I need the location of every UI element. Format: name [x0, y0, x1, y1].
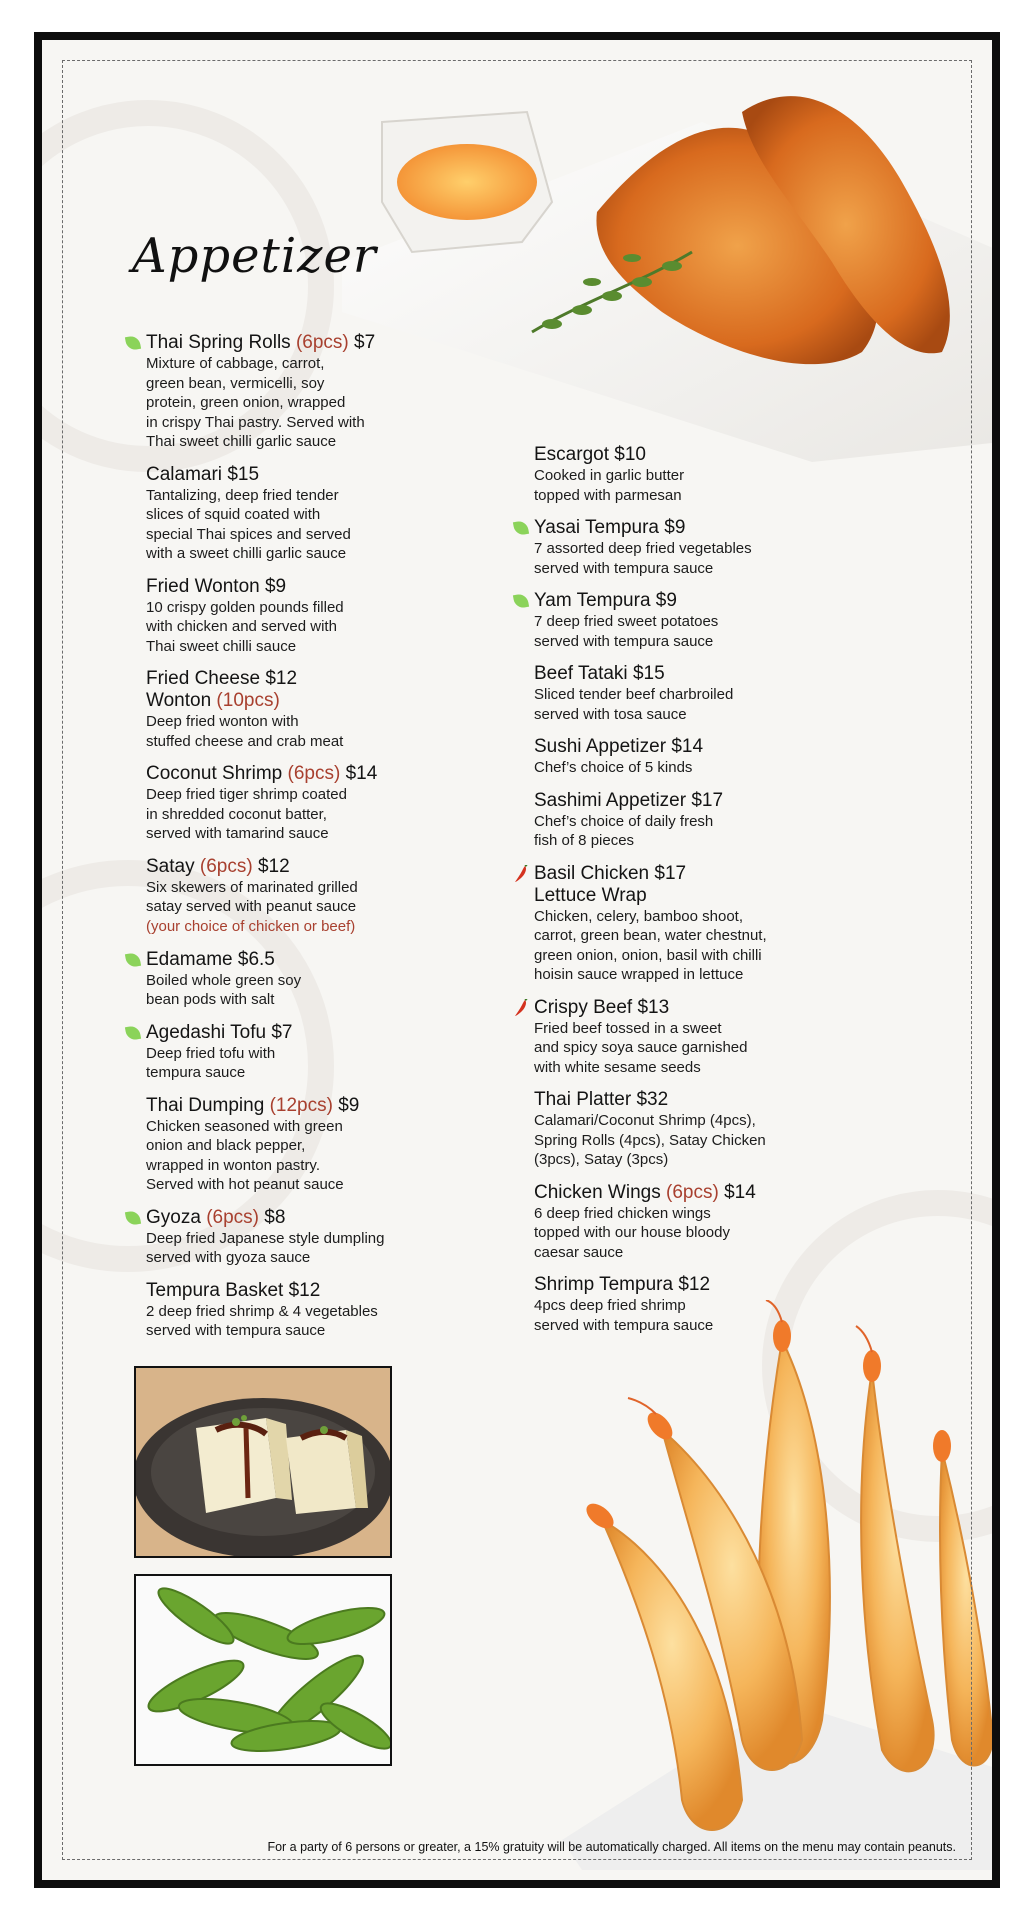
menu-title: Appetizer — [132, 228, 377, 284]
item-name: Edamame $6.5 — [146, 948, 275, 970]
menu-item — [534, 997, 844, 1078]
item-description: Chef’s choice of 5 kinds — [534, 759, 693, 776]
item-name: Yam Tempura $9 — [534, 590, 677, 611]
item-name: Agedashi Tofu $7 — [146, 1021, 293, 1043]
chili-pepper-icon — [514, 999, 528, 1017]
item-description: Fried beef tossed in a sweet and spicy soya sauce garnished with white sesame seeds — [534, 1019, 748, 1076]
item-description: 7 deep fried sweet potatoes served with tempura sauce — [534, 613, 719, 650]
leaf-icon — [513, 520, 529, 536]
menu-item — [534, 1182, 844, 1263]
footer-note: For a party of 6 persons or greater, a 15% gratuity will be automatically charged. All items on the menu may contain peanuts. — [267, 1840, 956, 1854]
menu-item — [534, 517, 844, 578]
item-description: Tantalizing, deep fried tender slices of squid coated with special Thai spices and served with a sweet chilli garlic sauce — [146, 486, 351, 562]
item-description: 7 assorted deep fried vegetables served with tempura sauce — [534, 540, 752, 577]
shrimp-tempura-photo — [542, 1300, 1000, 1870]
item-description: Chicken, celery, bamboo shoot, carrot, green bean, water chestnut, green onion, onion, basil with chilli hoisin sauce wrapped in lettuce — [534, 907, 767, 983]
item-name: Tempura Basket $12 — [146, 1279, 321, 1301]
item-description: Deep fried tofu with tempura sauce — [146, 1044, 276, 1081]
item-name: Sushi Appetizer $14 — [534, 736, 704, 757]
item-description: Chicken seasoned with green onion and black pepper, wrapped in wonton pastry. Served with hot peanut sauce — [146, 1117, 344, 1193]
edamame-photo — [134, 1574, 392, 1766]
menu-item — [534, 736, 844, 778]
menu-item — [146, 332, 446, 452]
item-name: Satay (6pcs) $12 — [146, 855, 290, 877]
item-description: Deep fried wonton with stuffed cheese and crab meat — [146, 713, 344, 750]
menu-item — [534, 790, 844, 851]
item-note: (your choice of chicken or beef) — [146, 917, 356, 935]
item-name: Coconut Shrimp (6pcs) $14 — [146, 763, 378, 784]
item-description: Deep fried Japanese style dumpling served with gyoza sauce — [146, 1229, 385, 1266]
item-name: Chicken Wings (6pcs) $14 — [534, 1181, 756, 1203]
item-description: 6 deep fried chicken wings topped with our house bloody caesar sauce — [534, 1204, 730, 1261]
item-description: Chef’s choice of daily fresh fish of 8 pieces — [534, 812, 714, 849]
item-name: Fried Cheese $12 Wonton (10pcs) — [146, 668, 298, 711]
item-description: Sliced tender beef charbroiled served with tosa sauce — [534, 686, 734, 723]
menu-item — [534, 590, 844, 651]
menu-item — [146, 763, 446, 844]
agedashi-tofu-photo — [134, 1366, 392, 1558]
left-menu-column — [146, 332, 446, 1353]
menu-page — [34, 32, 1000, 1888]
menu-item — [534, 663, 844, 724]
menu-item — [146, 949, 446, 1010]
item-name: Thai Platter $32 — [534, 1089, 669, 1110]
item-name: Gyoza (6pcs) $8 — [146, 1206, 286, 1228]
menu-item — [146, 576, 446, 657]
menu-item — [146, 1280, 446, 1341]
item-description: Deep fried tiger shrimp coated in shredded coconut batter, served with tamarind sauce — [146, 786, 347, 842]
item-name: Yasai Tempura $9 — [534, 517, 686, 538]
chili-pepper-icon — [514, 865, 528, 883]
item-description: 4pcs deep fried shrimp served with tempura sauce — [534, 1297, 714, 1334]
item-name: Crispy Beef $13 — [534, 996, 670, 1018]
item-description: Boiled whole green soy bean pods with salt — [146, 971, 302, 1008]
item-name: Thai Spring Rolls (6pcs) $7 — [146, 332, 376, 353]
menu-item — [534, 1089, 844, 1170]
item-description: Cooked in garlic butter topped with parmesan — [534, 467, 685, 504]
item-name: Shrimp Tempura $12 — [534, 1274, 711, 1295]
item-name: Calamari $15 — [146, 463, 260, 485]
right-menu-column — [534, 444, 844, 1347]
menu-item — [146, 1022, 446, 1083]
item-description: Six skewers of marinated grilled satay served with peanut sauce — [146, 878, 358, 915]
menu-item — [146, 1207, 446, 1268]
menu-item — [146, 856, 446, 937]
menu-item — [534, 444, 844, 505]
item-name: Beef Tataki $15 — [534, 663, 665, 684]
leaf-icon — [513, 593, 529, 609]
item-name: Thai Dumping (12pcs) $9 — [146, 1094, 360, 1116]
item-description: Mixture of cabbage, carrot, green bean, vermicelli, soy protein, green onion, wrapped in crispy Thai pastry. Served with Thai sweet chilli garlic sauce — [146, 355, 365, 450]
item-name: Basil Chicken $17 Lettuce Wrap — [534, 862, 687, 906]
item-description: Calamari/Coconut Shrimp (4pcs), Spring Rolls (4pcs), Satay Chicken (3pcs), Satay (3pcs) — [534, 1112, 766, 1168]
menu-item — [146, 464, 446, 564]
item-description: 10 crispy golden pounds filled with chicken and served with Thai sweet chilli sauce — [146, 598, 344, 655]
item-description: 2 deep fried shrimp & 4 vegetables served with tempura sauce — [146, 1302, 378, 1339]
menu-item — [146, 668, 446, 751]
menu-item — [534, 863, 844, 985]
item-name: Fried Wonton $9 — [146, 575, 287, 597]
menu-item — [146, 1095, 446, 1195]
item-name: Sashimi Appetizer $17 — [534, 789, 724, 811]
item-name: Escargot $10 — [534, 444, 646, 465]
